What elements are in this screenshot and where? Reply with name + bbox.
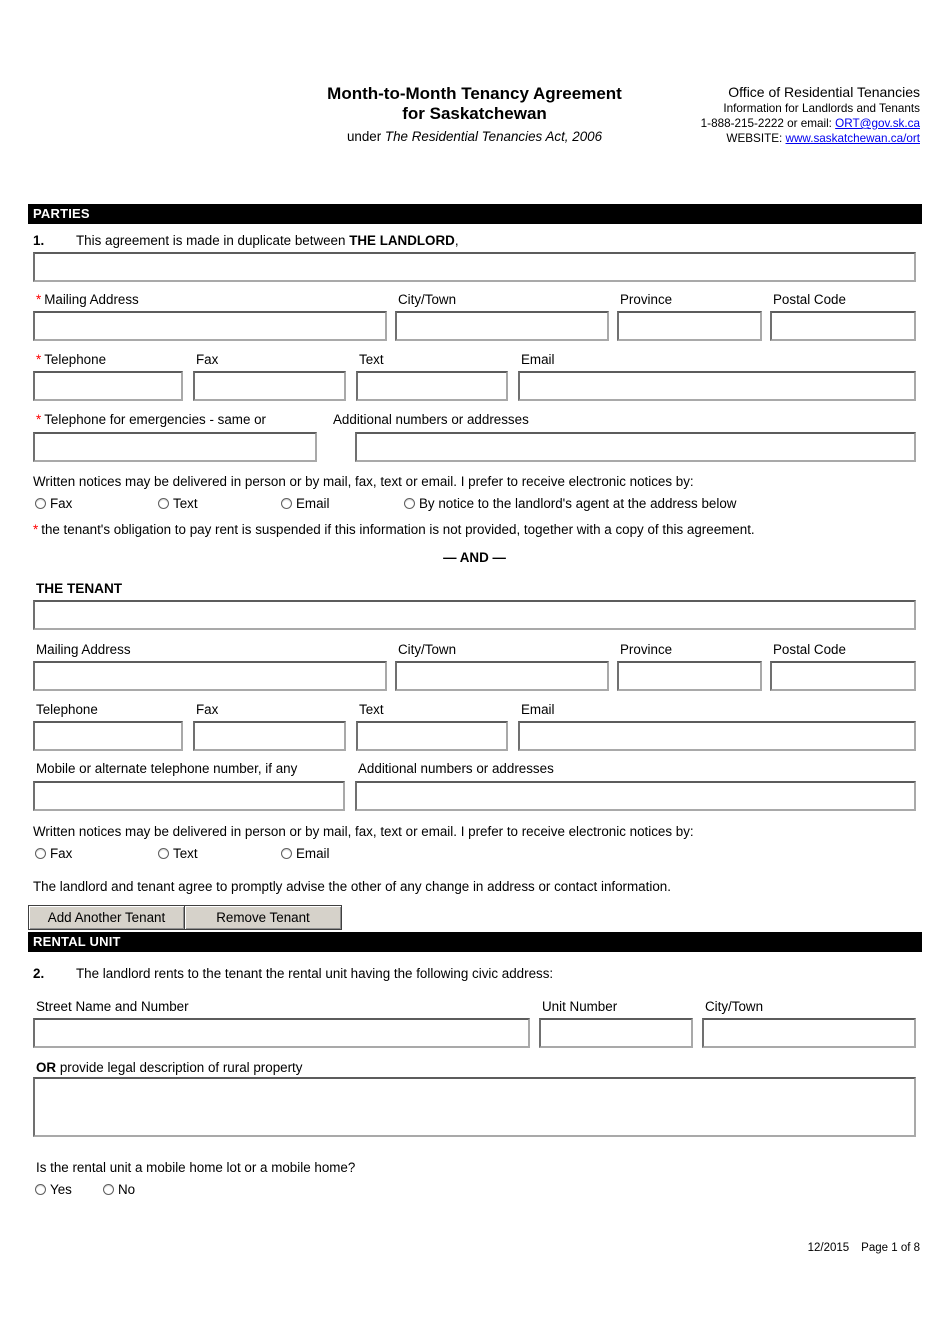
rental-city-input[interactable] <box>702 1018 916 1048</box>
title-line-2: for Saskatchewan <box>402 104 547 123</box>
tenant-phone-labels <box>33 701 916 718</box>
landlord-notice-agent-option[interactable]: By notice to the landlord's agent at the address below <box>404 496 736 511</box>
landlord-phone-fields <box>33 371 916 401</box>
tenant-mailing-address-label: Mailing Address <box>36 642 131 657</box>
tenant-city-label: City/Town <box>398 642 457 657</box>
landlord-mailing-address-input[interactable] <box>33 311 387 341</box>
page-number: Page 1 of 8 <box>861 1242 920 1254</box>
mobile-home-no-option[interactable]: No <box>103 1182 135 1197</box>
rental-city-label: City/Town <box>705 999 764 1014</box>
rural-description-textarea[interactable] <box>33 1077 916 1137</box>
landlord-name-input[interactable] <box>33 252 916 282</box>
rental-address-labels <box>33 998 916 1015</box>
tenant-email-input[interactable] <box>518 721 916 751</box>
landlord-province-label: Province <box>620 292 673 307</box>
landlord-fax-label: Fax <box>196 352 219 367</box>
clause-1-text: This agreement is made in duplicate between THE LANDLORD, <box>76 233 459 248</box>
landlord-additional-numbers-input[interactable] <box>355 432 916 462</box>
landlord-notice-fax-option[interactable]: Fax <box>35 496 158 511</box>
landlord-additional-label: Additional numbers or addresses <box>333 412 529 427</box>
landlord-notice-text-option[interactable]: Text <box>158 496 281 511</box>
street-name-label: Street Name and Number <box>36 999 189 1014</box>
landlord-address-fields <box>33 311 916 341</box>
radio-icon <box>158 498 169 509</box>
tenant-heading: THE TENANT <box>36 581 123 596</box>
form-subtitle: under The Residential Tenancies Act, 2006 <box>346 129 603 144</box>
office-website-line: WEBSITE: www.saskatchewan.ca/ort <box>726 132 920 145</box>
clause-1-number: 1. <box>33 233 45 248</box>
tenant-address-labels <box>33 641 916 658</box>
revision-date: 12/2015 <box>807 1242 850 1254</box>
street-name-input[interactable] <box>33 1018 530 1048</box>
tenant-mobile-fields <box>33 781 916 811</box>
landlord-notice-options <box>33 496 916 511</box>
radio-icon <box>281 498 292 509</box>
clause-2-number: 2. <box>33 966 45 981</box>
tenant-buttons <box>28 905 916 930</box>
tenant-notice-sentence: Written notices may be delivered in person or by mail, fax, text or email. I prefer to receive electronic notices by: <box>33 824 694 839</box>
radio-icon <box>158 848 169 859</box>
landlord-mailing-address-label: * Mailing Address <box>36 292 139 307</box>
landlord-text-label: Text <box>359 352 384 367</box>
tenant-name-input[interactable] <box>33 600 916 630</box>
landlord-notice-email-option[interactable]: Email <box>281 496 404 511</box>
tenant-telephone-input[interactable] <box>33 721 183 751</box>
landlord-postal-code-input[interactable] <box>770 311 916 341</box>
page-footer <box>808 1242 920 1254</box>
landlord-telephone-label: * Telephone <box>36 352 107 367</box>
radio-icon <box>404 498 415 509</box>
tenant-notice-fax-option[interactable]: Fax <box>35 846 158 861</box>
office-name: Office of Residential Tenancies <box>728 84 920 100</box>
tenant-mailing-address-input[interactable] <box>33 661 387 691</box>
landlord-email-label: Email <box>521 352 555 367</box>
tenant-phone-fields <box>33 721 916 751</box>
rural-description-label: OR provide legal description of rural property <box>36 1060 303 1075</box>
tenant-postal-code-input[interactable] <box>770 661 916 691</box>
office-tagline: Information for Landlords and Tenants <box>723 102 920 115</box>
tenant-mobile-label: Mobile or alternate telephone number, if any <box>36 761 298 776</box>
add-tenant-button[interactable]: Add Another Tenant <box>28 905 185 930</box>
radio-icon <box>35 498 46 509</box>
clause-2 <box>33 965 916 982</box>
landlord-emergency-fields <box>33 432 916 462</box>
office-info-block <box>701 84 920 146</box>
tenant-telephone-label: Telephone <box>36 702 98 717</box>
rental-address-fields <box>33 1018 916 1048</box>
radio-icon <box>281 848 292 859</box>
and-separator: — AND — <box>443 550 506 565</box>
tenant-email-label: Email <box>521 702 555 717</box>
required-footnote: * the tenant's obligation to pay rent is suspended if this information is not provided, together with a copy of this agreement. <box>33 522 755 537</box>
tenant-address-fields <box>33 661 916 691</box>
tenant-city-input[interactable] <box>395 661 609 691</box>
mobile-home-options <box>33 1182 916 1197</box>
title-line-1: Month-to-Month Tenancy Agreement <box>327 84 622 103</box>
tenant-province-input[interactable] <box>617 661 762 691</box>
landlord-telephone-input[interactable] <box>33 371 183 401</box>
landlord-fax-input[interactable] <box>193 371 346 401</box>
advise-change-sentence: The landlord and tenant agree to promptly advise the other of any change in address or contact information. <box>33 879 671 894</box>
tenant-fax-input[interactable] <box>193 721 346 751</box>
tenant-notice-text-option[interactable]: Text <box>158 846 281 861</box>
tenant-additional-numbers-input[interactable] <box>355 781 916 811</box>
clause-1 <box>33 232 916 249</box>
tenant-postal-code-label: Postal Code <box>773 642 846 657</box>
clause-2-text: The landlord rents to the tenant the rental unit having the following civic address: <box>76 966 554 981</box>
tenant-notice-options <box>33 846 916 861</box>
unit-number-label: Unit Number <box>542 999 618 1014</box>
landlord-province-input[interactable] <box>617 311 762 341</box>
landlord-city-input[interactable] <box>395 311 609 341</box>
section-header-parties: PARTIES <box>28 204 922 224</box>
radio-icon <box>35 848 46 859</box>
landlord-emergency-labels <box>33 411 916 428</box>
landlord-postal-code-label: Postal Code <box>773 292 846 307</box>
landlord-notice-sentence: Written notices may be delivered in person or by mail, fax, text or email. I prefer to receive electronic notices by: <box>33 474 694 489</box>
remove-tenant-button[interactable]: Remove Tenant <box>184 905 342 930</box>
tenant-province-label: Province <box>620 642 673 657</box>
landlord-emergency-label: * Telephone for emergencies - same or <box>36 412 267 427</box>
landlord-address-labels <box>33 291 916 308</box>
radio-icon <box>35 1184 46 1195</box>
tenant-mobile-input[interactable] <box>33 781 345 811</box>
email-link[interactable]: ORT@gov.sk.ca <box>835 117 920 130</box>
tenant-mobile-labels <box>33 760 916 777</box>
tenant-text-label: Text <box>359 702 384 717</box>
unit-number-input[interactable] <box>539 1018 693 1048</box>
mobile-home-question: Is the rental unit a mobile home lot or a mobile home? <box>36 1160 356 1175</box>
landlord-city-label: City/Town <box>398 292 457 307</box>
landlord-text-input[interactable] <box>356 371 508 401</box>
mobile-home-yes-option[interactable]: Yes <box>35 1182 103 1197</box>
radio-icon <box>103 1184 114 1195</box>
website-link[interactable]: www.saskatchewan.ca/ort <box>785 132 920 145</box>
tenant-text-input[interactable] <box>356 721 508 751</box>
tenant-notice-email-option[interactable]: Email <box>281 846 404 861</box>
form-header <box>33 84 920 147</box>
landlord-email-input[interactable] <box>518 371 916 401</box>
office-contact-line: 1-888-215-2222 or email: ORT@gov.sk.ca <box>700 117 920 130</box>
section-header-rental-unit: RENTAL UNIT <box>28 932 922 952</box>
tenant-fax-label: Fax <box>196 702 219 717</box>
landlord-phone-labels <box>33 351 916 368</box>
landlord-emergency-telephone-input[interactable] <box>33 432 317 462</box>
tenant-additional-label: Additional numbers or addresses <box>358 761 554 776</box>
